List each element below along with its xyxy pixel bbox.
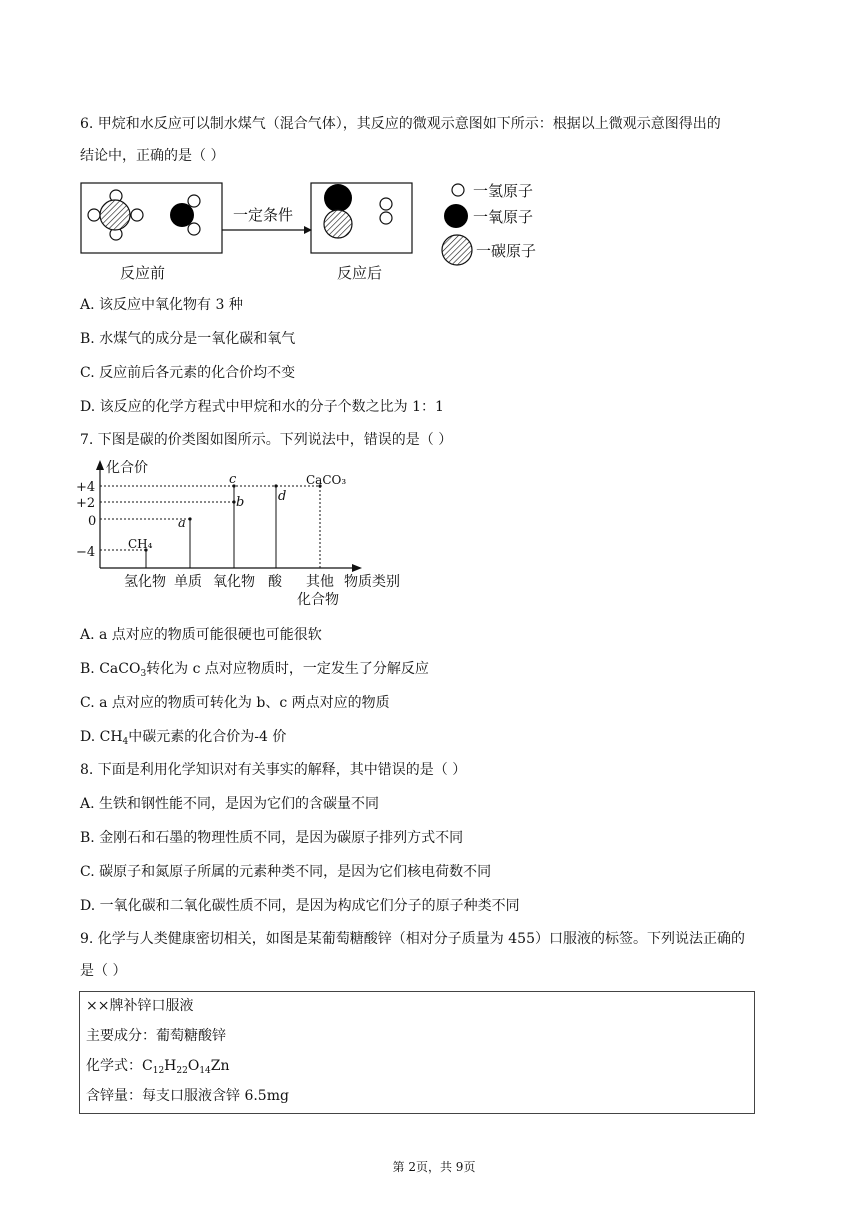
legend-oxygen: 一氧原子 [473,208,534,226]
carbon-atom [100,200,130,230]
label-a: a [178,516,186,531]
q8-option-c: C. 碳原子和氮原子所属的元素种类不同，是因为它们核电荷数不同 [80,864,492,880]
legend-carbon-icon [442,235,472,265]
point-d [274,484,277,487]
label-d: d [278,489,287,504]
arrow-label: 一定条件 [233,206,294,224]
x-cat: 氧化物 [213,574,255,590]
x-cat: 其他 [306,574,334,590]
oxygen-atom [170,203,194,227]
hydrogen-atom [188,223,200,235]
hydrogen-atom [188,195,200,207]
after-caption: 反应后 [337,264,383,282]
oxygen-atom [324,184,352,212]
q7-option-b: B. CaCO$_3$转化为 c 点对应物质时，一定发生了分解反应 [80,661,429,679]
q6-option-d: D. 该反应的化学方程式中甲烷和水的分子个数之比为 1：1 [80,399,444,415]
q7-valence-class-chart [72,460,412,612]
y-axis-title: 化合价 [106,460,148,476]
y-tick: +4 [76,480,96,495]
x-cat: 单质 [174,574,202,590]
label-c: c [229,472,237,487]
x-cat: 氢化物 [124,574,166,590]
hydrogen-atom [88,209,100,221]
legend-oxygen-icon [444,204,468,228]
y-tick: 0 [88,514,97,529]
point-a [188,517,191,520]
q6-stem-line2: 结论中，正确的是（ ） [80,148,225,164]
label-formula: 化学式：$C_{12}H_{22}O_{14}Zn$ [86,1058,230,1076]
q9-stem-line2: 是（ ） [80,963,127,979]
q6-option-c: C. 反应前后各元素的化合价均不变 [80,365,296,381]
q7-option-a: A. a 点对应的物质可能很硬也可能很软 [80,627,322,643]
y-tick: +2 [76,496,96,511]
legend-carbon: 一碳原子 [476,242,537,260]
q8-option-d: D. 一氧化碳和二氧化碳性质不同，是因为构成它们分子的原子种类不同 [80,898,520,914]
q6-reaction-diagram [80,178,570,286]
hydrogen-atom [380,212,392,224]
page-footer: 第 2页，共 9页 [392,1160,476,1174]
q8-option-b: B. 金刚石和石墨的物理性质不同，是因为碳原子排列方式不同 [80,830,464,846]
label-ch4: CH₄ [128,537,153,551]
q6-stem-line1: 6. 甲烷和水反应可以制水煤气（混合气体），其反应的微观示意图如下所示：根据以上微观示意图得出的 [80,116,721,132]
q7-stem: 7. 下图是碳的价类图如图所示。下列说法中，错误的是（ ） [80,432,453,448]
x-axis-title: 物质类别 [344,574,400,590]
q9-stem-line1: 9. 化学与人类健康密切相关，如图是某葡萄糖酸锌（相对分子质量为 455）口服液的标签。下列说法正确的 [80,931,745,947]
label-zinc-content: 含锌量：每支口服液含锌 6.5mg [86,1088,289,1104]
q8-stem: 8. 下面是利用化学知识对有关事实的解释，其中错误的是（ ） [80,762,467,778]
y-tick: −4 [76,545,96,560]
legend-hydrogen: 一氢原子 [473,182,534,200]
product-label-box [79,991,755,1114]
q7-option-d: D. $CH_4$中碳元素的化合价为-4 价 [80,729,287,747]
q6-option-a: A. 该反应中氧化物有 3 种 [80,297,243,313]
x-cat-line2: 化合物 [297,592,339,608]
q6-option-b: B. 水煤气的成分是一氧化碳和氧气 [80,331,296,347]
label-b: b [236,495,245,510]
q8-option-a: A. 生铁和钢性能不同，是因为它们的含碳量不同 [80,796,380,812]
label-brand: ××牌补锌口服液 [86,998,194,1014]
carbon-atom [324,210,352,238]
q7-option-c: C. a 点对应的物质可转化为 b、c 两点对应的物质 [80,695,390,711]
before-caption: 反应前 [120,264,166,282]
legend-hydrogen-icon [452,184,464,196]
hydrogen-atom [380,198,392,210]
label-caco3: CaCO₃ [306,473,347,487]
label-ingredient: 主要成分：葡萄糖酸锌 [86,1028,226,1044]
hydrogen-atom [131,209,143,221]
x-cat: 酸 [268,574,282,590]
